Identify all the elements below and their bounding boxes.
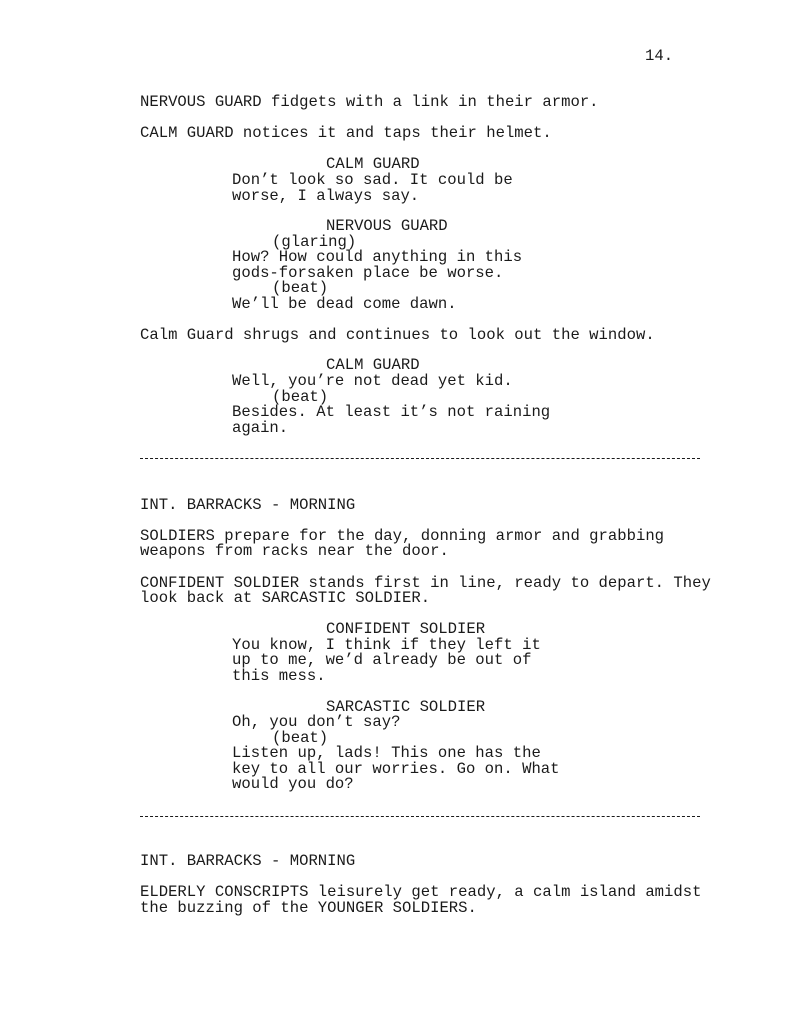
action-line: CONFIDENT SOLDIER stands first in line, ready to depart. They <box>140 574 711 592</box>
action-line: look back at SARCASTIC SOLDIER. <box>140 589 431 607</box>
dialogue-line: Oh, you don’t say? <box>232 713 401 731</box>
dialogue-line: We’ll be dead come dawn. <box>232 295 457 313</box>
parenthetical: (beat) <box>272 729 329 747</box>
dialogue-line: this mess. <box>232 667 326 685</box>
dialogue-line: Don’t look so sad. It could be <box>232 171 513 189</box>
dialogue-line: Well, you’re not dead yet kid. <box>232 372 513 390</box>
dialogue-line: worse, I always say. <box>232 187 420 205</box>
action-line: weapons from racks near the door. <box>140 542 449 560</box>
character-name: SARCASTIC SOLDIER <box>326 698 486 716</box>
dialogue-line: up to me, we’d already be out of <box>232 651 532 669</box>
scene-separator <box>140 458 700 459</box>
action-line: SOLDIERS prepare for the day, donning armor and grabbing <box>140 527 665 545</box>
scene-heading: INT. BARRACKS - MORNING <box>140 496 356 514</box>
action-line: ELDERLY CONSCRIPTS leisurely get ready, a calm island amidst <box>140 883 702 901</box>
character-name: CALM GUARD <box>326 356 420 374</box>
dialogue-line: again. <box>232 419 289 437</box>
action-line: the buzzing of the YOUNGER SOLDIERS. <box>140 899 477 917</box>
parenthetical: (beat) <box>272 279 329 297</box>
dialogue-line: Besides. At least it’s not raining <box>232 403 551 421</box>
scene-heading: INT. BARRACKS - MORNING <box>140 852 356 870</box>
character-name: CALM GUARD <box>326 155 420 173</box>
action-line: NERVOUS GUARD fidgets with a link in their armor. <box>140 93 599 111</box>
parenthetical: (glaring) <box>272 233 357 251</box>
dialogue-line: Listen up, lads! This one has the <box>232 744 541 762</box>
scene-separator <box>140 816 700 817</box>
character-name: CONFIDENT SOLDIER <box>326 620 486 638</box>
dialogue-line: How? How could anything in this <box>232 248 523 266</box>
dialogue-line: gods-forsaken place be worse. <box>232 264 504 282</box>
dialogue-line: You know, I think if they left it <box>232 636 541 654</box>
page-number: 14. <box>645 47 674 65</box>
character-name: NERVOUS GUARD <box>326 217 448 235</box>
action-line: Calm Guard shrugs and continues to look out the window. <box>140 326 655 344</box>
dialogue-line: would you do? <box>232 775 354 793</box>
action-line: CALM GUARD notices it and taps their helmet. <box>140 124 552 142</box>
parenthetical: (beat) <box>272 388 329 406</box>
dialogue-line: key to all our worries. Go on. What <box>232 760 560 778</box>
